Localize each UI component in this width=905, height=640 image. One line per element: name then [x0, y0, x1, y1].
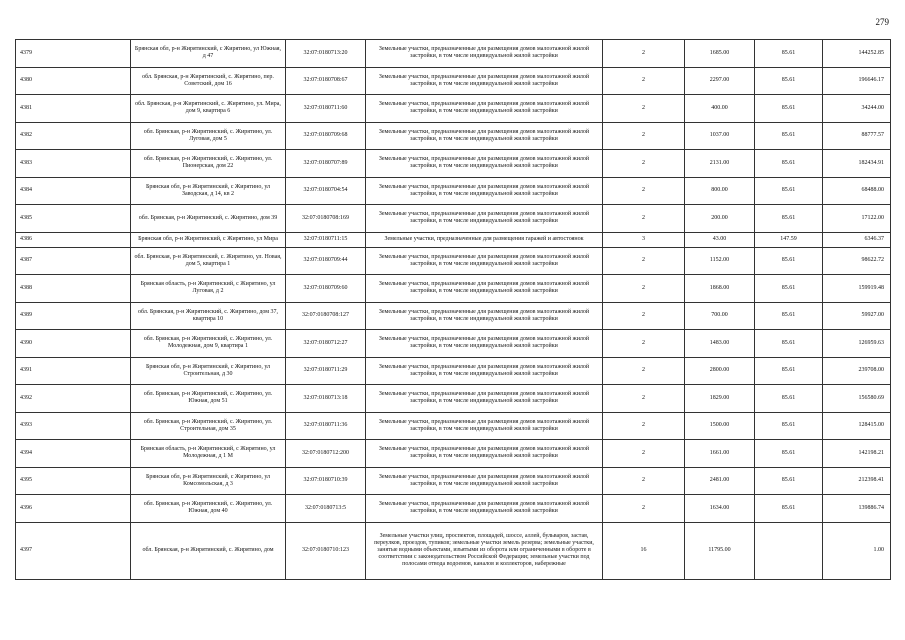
row-number-cell: 4386 — [16, 232, 131, 247]
land-use-cell: Земельные участки улиц, проспектов, площадей, шоссе, аллей, бульваров, застав, переулков, проездов, тупиков; земельные участки земель резерва; земельные участки, занятые водными объектами, изъятыми из оборота или ограниченными в обороте в соответствии с законодательством Российской Федерации; земельные участки под полосами отвода водоемов, каналов и коллекторов, набережные — [366, 522, 603, 579]
cadastral-cost-cell: 239708.00 — [823, 357, 891, 385]
specific-value-cell: 85.61 — [755, 247, 823, 275]
group-cell: 2 — [603, 357, 685, 385]
table-row — [16, 275, 891, 303]
cadastral-cost-cell: 1.00 — [823, 522, 891, 579]
cadastral-number-cell: 32:07:0180711:60 — [286, 95, 366, 123]
cadastral-number-cell: 32:07:0180704:54 — [286, 177, 366, 205]
address-cell: Брянская обл, р-н Жирятинский, с Жирятино, ул Южная, д 47 — [131, 40, 286, 68]
specific-value-cell: 85.61 — [755, 302, 823, 330]
area-cell: 200.00 — [685, 205, 755, 233]
address-cell: Брянская обл, р-н Жирятинский, с Жирятино, ул Заводская, д 14, кв 2 — [131, 177, 286, 205]
area-cell: 1661.00 — [685, 440, 755, 468]
group-cell: 2 — [603, 122, 685, 150]
group-cell: 2 — [603, 247, 685, 275]
row-number-cell: 4387 — [16, 247, 131, 275]
group-cell: 2 — [603, 495, 685, 523]
cadastral-cost-cell: 88777.57 — [823, 122, 891, 150]
cadastral-number-cell: 32:07:0180711:15 — [286, 232, 366, 247]
area-cell: 2297.00 — [685, 67, 755, 95]
group-cell: 3 — [603, 232, 685, 247]
land-use-cell: Земельные участки, предназначенные для размещения домов малоэтажной жилой застройки, в том числе индивидуальной жилой застройки — [366, 495, 603, 523]
area-cell: 1634.00 — [685, 495, 755, 523]
group-cell: 2 — [603, 302, 685, 330]
specific-value-cell: 85.61 — [755, 467, 823, 495]
cadastral-cost-cell: 212398.41 — [823, 467, 891, 495]
specific-value-cell: 85.61 — [755, 67, 823, 95]
cadastral-cost-cell: 196646.17 — [823, 67, 891, 95]
land-use-cell: Земельные участки, предназначенные для размещения домов малоэтажной жилой застройки, в том числе индивидуальной жилой застройки — [366, 385, 603, 413]
address-cell: Брянская обл, р-н Жирятинский, с Жирятино, ул Мира — [131, 232, 286, 247]
table-row — [16, 467, 891, 495]
table-row — [16, 95, 891, 123]
land-use-cell: Земельные участки, предназначенные для размещения домов малоэтажной жилой застройки, в том числе индивидуальной жилой застройки — [366, 177, 603, 205]
specific-value-cell: 85.61 — [755, 385, 823, 413]
row-number-cell: 4396 — [16, 495, 131, 523]
row-number-cell: 4389 — [16, 302, 131, 330]
cadastral-number-cell: 32:07:0180713:5 — [286, 495, 366, 523]
address-cell: Брянская область, р-н Жирятинский, с Жирятино, ул Молодежная, д 1 М — [131, 440, 286, 468]
area-cell: 1868.00 — [685, 275, 755, 303]
page-number: 279 — [875, 17, 889, 27]
address-cell: обл. Брянская, р-н Жирятинский, с. Жирятино, дом 39 — [131, 205, 286, 233]
row-number-cell: 4395 — [16, 467, 131, 495]
address-cell: обл. Брянская, р-н Жирятинский, с. Жирятино, ул. Южная, дом 40 — [131, 495, 286, 523]
table-row — [16, 412, 891, 440]
cadastral-cost-cell: 139886.74 — [823, 495, 891, 523]
group-cell: 2 — [603, 95, 685, 123]
address-cell: обл. Брянская, р-н Жирятинский, с. Жирятино, ул. Строительная, дом 35 — [131, 412, 286, 440]
area-cell: 1829.00 — [685, 385, 755, 413]
table-row — [16, 67, 891, 95]
specific-value-cell: 85.61 — [755, 440, 823, 468]
row-number-cell: 4391 — [16, 357, 131, 385]
row-number-cell: 4385 — [16, 205, 131, 233]
group-cell: 2 — [603, 67, 685, 95]
area-cell: 2800.00 — [685, 357, 755, 385]
specific-value-cell: 147.59 — [755, 232, 823, 247]
specific-value-cell: 85.61 — [755, 150, 823, 178]
table-body — [16, 40, 891, 580]
row-number-cell: 4393 — [16, 412, 131, 440]
address-cell: обл. Брянская, р-н Жирятинский, с. Жирятино, пер. Советский, дом 16 — [131, 67, 286, 95]
cadastral-number-cell: 32:07:0180709:68 — [286, 122, 366, 150]
cadastral-cost-cell: 17122.00 — [823, 205, 891, 233]
cadastral-number-cell: 32:07:0180708:127 — [286, 302, 366, 330]
cadastral-number-cell: 32:07:0180709:60 — [286, 275, 366, 303]
area-cell: 1152.00 — [685, 247, 755, 275]
address-cell: обл. Брянская, р-н Жирятинский, с. Жирятино, дом — [131, 522, 286, 579]
cadastral-number-cell: 32:07:0180710:123 — [286, 522, 366, 579]
table-row — [16, 177, 891, 205]
cadastral-cost-cell: 6346.37 — [823, 232, 891, 247]
row-number-cell: 4392 — [16, 385, 131, 413]
cadastral-cost-cell: 128415.00 — [823, 412, 891, 440]
address-cell: Брянская область, р-н Жирятинский, с Жирятино, ул Луговая, д 2 — [131, 275, 286, 303]
cadastral-number-cell: 32:07:0180710:39 — [286, 467, 366, 495]
cadastral-number-cell: 32:07:0180708:67 — [286, 67, 366, 95]
address-cell: обл. Брянская, р-н Жирятинский, с. Жирятино, ул. Южная, дом 51 — [131, 385, 286, 413]
land-use-cell: Земельные участки, предназначенные для размещения домов малоэтажной жилой застройки, в том числе индивидуальной жилой застройки — [366, 247, 603, 275]
group-cell: 16 — [603, 522, 685, 579]
land-use-cell: Земельные участки, предназначенные для размещения домов малоэтажной жилой застройки, в том числе индивидуальной жилой застройки — [366, 67, 603, 95]
cadastral-number-cell: 32:07:0180712:200 — [286, 440, 366, 468]
row-number-cell: 4381 — [16, 95, 131, 123]
land-use-cell: Земельные участки, предназначенные для размещения домов малоэтажной жилой застройки, в том числе индивидуальной жилой застройки — [366, 302, 603, 330]
area-cell: 2131.00 — [685, 150, 755, 178]
group-cell: 2 — [603, 150, 685, 178]
land-use-cell: Земельные участки, предназначенные для размещения домов малоэтажной жилой застройки, в том числе индивидуальной жилой застройки — [366, 330, 603, 358]
cadastral-number-cell: 32:07:0180709:44 — [286, 247, 366, 275]
group-cell: 2 — [603, 440, 685, 468]
row-number-cell: 4388 — [16, 275, 131, 303]
area-cell: 700.00 — [685, 302, 755, 330]
row-number-cell: 4390 — [16, 330, 131, 358]
row-number-cell: 4384 — [16, 177, 131, 205]
cadastral-cost-cell: 126959.63 — [823, 330, 891, 358]
table-row — [16, 150, 891, 178]
table-row — [16, 232, 891, 247]
cadastral-number-cell: 32:07:0180711:36 — [286, 412, 366, 440]
group-cell: 2 — [603, 177, 685, 205]
specific-value-cell: 85.61 — [755, 122, 823, 150]
address-cell: Брянская обл, р-н Жирятинский, с Жирятино, ул Комсомольская, д 3 — [131, 467, 286, 495]
area-cell: 1685.00 — [685, 40, 755, 68]
cadastral-cost-cell: 159919.48 — [823, 275, 891, 303]
specific-value-cell: 85.61 — [755, 330, 823, 358]
table-row — [16, 440, 891, 468]
table-row — [16, 357, 891, 385]
cadastral-cost-cell: 59927.00 — [823, 302, 891, 330]
row-number-cell: 4379 — [16, 40, 131, 68]
table-row — [16, 495, 891, 523]
cadastral-cost-cell: 34244.00 — [823, 95, 891, 123]
cadastral-cost-cell: 68488.00 — [823, 177, 891, 205]
specific-value-cell: 85.61 — [755, 495, 823, 523]
group-cell: 2 — [603, 40, 685, 68]
land-use-cell: Земельные участки, предназначенные для размещения домов малоэтажной жилой застройки, в том числе индивидуальной жилой застройки — [366, 95, 603, 123]
address-cell: обл. Брянская, р-н Жирятинский, с. Жирятино, ул. Мира, дом 9, квартира 6 — [131, 95, 286, 123]
cadastral-number-cell: 32:07:0180708:169 — [286, 205, 366, 233]
land-use-cell: Земельные участки, предназначенные для размещения домов малоэтажной жилой застройки, в том числе индивидуальной жилой застройки — [366, 440, 603, 468]
land-use-cell: Земельные участки, предназначенные для размещения домов малоэтажной жилой застройки, в том числе индивидуальной жилой застройки — [366, 275, 603, 303]
cadastral-cost-cell: 142198.21 — [823, 440, 891, 468]
group-cell: 2 — [603, 330, 685, 358]
group-cell: 2 — [603, 205, 685, 233]
land-use-cell: Земельные участки, предназначенные для размещения домов малоэтажной жилой застройки, в том числе индивидуальной жилой застройки — [366, 357, 603, 385]
table-row — [16, 385, 891, 413]
area-cell: 800.00 — [685, 177, 755, 205]
cadastral-number-cell: 32:07:0180712:27 — [286, 330, 366, 358]
land-use-cell: Земельные участки, предназначенные для размещения домов малоэтажной жилой застройки, в том числе индивидуальной жилой застройки — [366, 150, 603, 178]
cadastral-cost-cell: 98622.72 — [823, 247, 891, 275]
address-cell: обл. Брянская, р-н Жирятинский, с. Жирятино, ул. Луговая, дом 5 — [131, 122, 286, 150]
row-number-cell: 4382 — [16, 122, 131, 150]
land-use-cell: Земельные участки, предназначенные для размещения гаражей и автостоянок — [366, 232, 603, 247]
specific-value-cell: 85.61 — [755, 412, 823, 440]
area-cell: 1483.00 — [685, 330, 755, 358]
cadastral-cost-cell: 156580.69 — [823, 385, 891, 413]
cadastral-value-table — [15, 39, 891, 580]
specific-value-cell: 85.61 — [755, 205, 823, 233]
address-cell: обл. Брянская, р-н Жирятинский, с. Жирятино, ул. Новая, дом 5, квартира 1 — [131, 247, 286, 275]
cadastral-cost-cell: 144252.85 — [823, 40, 891, 68]
address-cell: обл. Брянская, р-н Жирятинский, с. Жирятино, ул. Пионерская, дом 22 — [131, 150, 286, 178]
specific-value-cell: 85.61 — [755, 95, 823, 123]
cadastral-number-cell: 32:07:0180707:89 — [286, 150, 366, 178]
specific-value-cell: 85.61 — [755, 177, 823, 205]
specific-value-cell — [755, 522, 823, 579]
table-row — [16, 522, 891, 579]
area-cell: 1500.00 — [685, 412, 755, 440]
row-number-cell: 4394 — [16, 440, 131, 468]
area-cell: 400.00 — [685, 95, 755, 123]
cadastral-cost-cell: 182434.91 — [823, 150, 891, 178]
specific-value-cell: 85.61 — [755, 40, 823, 68]
table-row — [16, 122, 891, 150]
land-use-cell: Земельные участки, предназначенные для размещения домов малоэтажной жилой застройки, в том числе индивидуальной жилой застройки — [366, 122, 603, 150]
table-row — [16, 40, 891, 68]
table-row — [16, 247, 891, 275]
land-use-cell: Земельные участки, предназначенные для размещения домов малоэтажной жилой застройки, в том числе индивидуальной жилой застройки — [366, 467, 603, 495]
area-cell: 43.00 — [685, 232, 755, 247]
group-cell: 2 — [603, 385, 685, 413]
table-row — [16, 302, 891, 330]
table-row — [16, 330, 891, 358]
row-number-cell: 4397 — [16, 522, 131, 579]
cadastral-number-cell: 32:07:0180711:29 — [286, 357, 366, 385]
cadastral-number-cell: 32:07:0180713:20 — [286, 40, 366, 68]
specific-value-cell: 85.61 — [755, 357, 823, 385]
table-row — [16, 205, 891, 233]
specific-value-cell: 85.61 — [755, 275, 823, 303]
address-cell: обл. Брянская, р-н Жирятинский, с. Жирятино, дом 37, квартира 10 — [131, 302, 286, 330]
land-use-cell: Земельные участки, предназначенные для размещения домов малоэтажной жилой застройки, в том числе индивидуальной жилой застройки — [366, 205, 603, 233]
area-cell: 11795.00 — [685, 522, 755, 579]
area-cell: 2481.00 — [685, 467, 755, 495]
area-cell: 1037.00 — [685, 122, 755, 150]
cadastral-number-cell: 32:07:0180713:18 — [286, 385, 366, 413]
land-use-cell: Земельные участки, предназначенные для размещения домов малоэтажной жилой застройки, в том числе индивидуальной жилой застройки — [366, 412, 603, 440]
land-use-cell: Земельные участки, предназначенные для размещения домов малоэтажной жилой застройки, в том числе индивидуальной жилой застройки — [366, 40, 603, 68]
address-cell: обл. Брянская, р-н Жирятинский, с. Жирятино, ул. Молодежная, дом 9, квартира 1 — [131, 330, 286, 358]
group-cell: 2 — [603, 412, 685, 440]
group-cell: 2 — [603, 467, 685, 495]
row-number-cell: 4383 — [16, 150, 131, 178]
row-number-cell: 4380 — [16, 67, 131, 95]
address-cell: Брянская обл, р-н Жирятинский, с Жирятино, ул Строительная, д 30 — [131, 357, 286, 385]
group-cell: 2 — [603, 275, 685, 303]
